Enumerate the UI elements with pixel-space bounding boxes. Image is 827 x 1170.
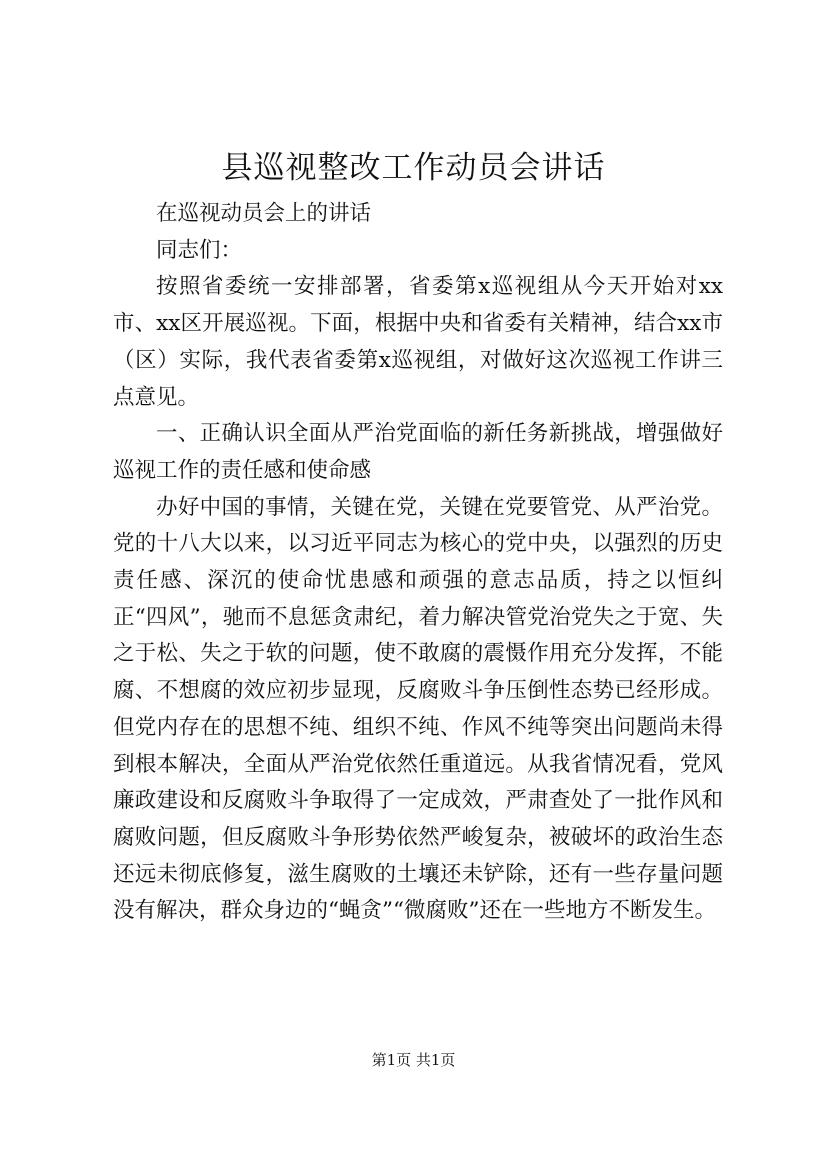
page-number-label: 第1页 共1页 — [371, 1051, 456, 1069]
page-footer — [0, 1050, 827, 1070]
paragraph-salutation: 同志们： — [156, 237, 243, 263]
paragraph-body: 办好中国的事情，关键在党，关键在党要管党、从严治党。党的十八大以来，以习近平同志为核心的党中央，以强烈的历史责任感、深沉的使命忧患感和顽强的意志品质，持之以恒纠正“四风”，驰而不息惩贪肃纪，着力解决管党治党失之于宽、失之于松、失之于软的问题，使不敢腐的震慑作用充分发挥，不能腐、不想腐的效应初步显现，反腐败斗争压倒性态势已经形成。但党内存在的思想不纯、组织不纯、作风不纯等突出问题尚未得到根本解决，全面从严治党依然任重道远。从我省情况看，党风廉政建设和反腐败斗争取得了一定成效，严肃查处了一批作风和腐败问题，但反腐败斗争形势依然严峻复杂，被破坏的政治生态还远未彻底修复，滋生腐败的土壤还未铲除，还有一些存量问题没有解决，群众身边的“蝇贪”“微腐败”还在一些地方不断发生。 — [113, 494, 723, 924]
paragraph-subtitle: 在巡视动员会上的讲话 — [156, 201, 372, 226]
document-body — [113, 196, 723, 930]
paragraph-intro: 按照省委统一安排部署，省委第x巡视组从今天开始对xx市、xx区开展巡视。下面，根据中央和省委有关精神，结合xx市（区）实际，我代表省委第x巡视组，对做好这次巡视工作讲三点意见。 — [113, 274, 723, 410]
paragraph-section-heading: 一、正确认识全面从严治党面临的新任务新挑战，增强做好巡视工作的责任感和使命感 — [113, 421, 723, 483]
document-title: 县巡视整改工作动员会讲话 — [221, 150, 606, 186]
